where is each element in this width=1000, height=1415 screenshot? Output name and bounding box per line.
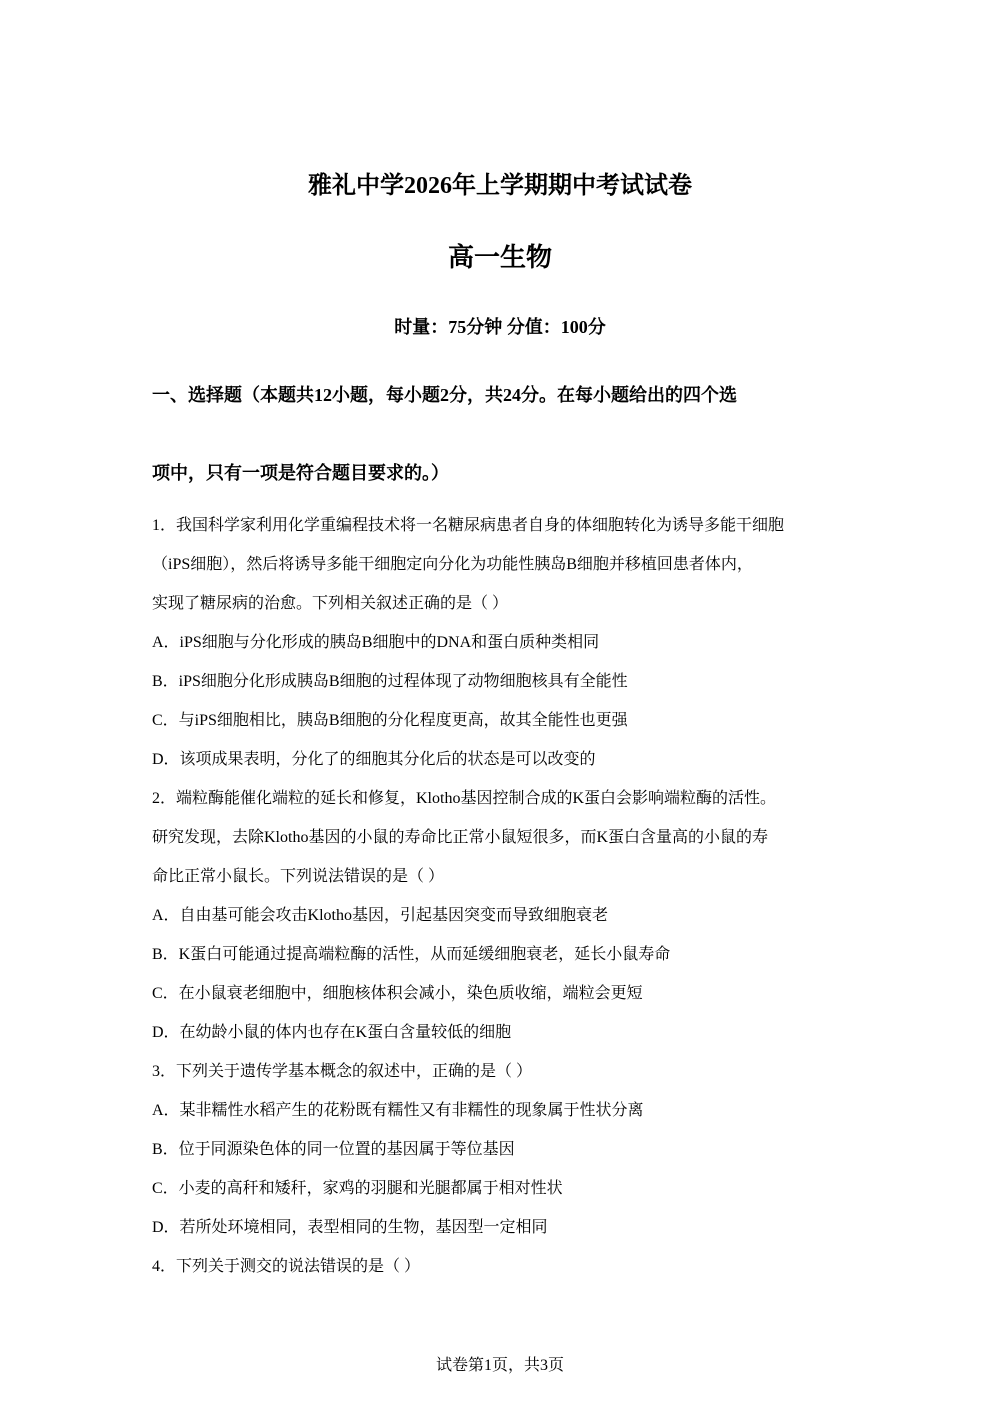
section-heading-line-1: 一、选择题（本题共12小题，每小题2分，共24分。在每小题给出的四个选 [152, 385, 737, 405]
page-footer: 试卷第1页，共3页 [435, 1357, 564, 1374]
question-stem-line: 3．下列关于遗传学基本概念的叙述中，正确的是（ ） [152, 1063, 533, 1080]
question-1 [152, 512, 852, 785]
option-b: B．iPS细胞分化形成胰岛B细胞的过程体现了动物细胞核具有全能性 [152, 673, 628, 690]
option-d: D．若所处环境相同，表型相同的生物，基因型一定相同 [152, 1219, 548, 1236]
option-a: A．某非糯性水稻产生的花粉既有糯性又有非糯性的现象属于性状分离 [152, 1102, 644, 1119]
option-a: A．iPS细胞与分化形成的胰岛B细胞中的DNA和蛋白质种类相同 [152, 634, 600, 651]
question-stem-line: 实现了糖尿病的治愈。下列相关叙述正确的是（ ） [152, 595, 509, 612]
question-stem-line: （iPS细胞），然后将诱导多能干细胞定向分化为功能性胰岛B细胞并移植回患者体内， [152, 556, 753, 573]
option-d: D．在幼龄小鼠的体内也存在K蛋白含量较低的细胞 [152, 1024, 512, 1041]
question-stem-line: 研究发现，去除Klotho基因的小鼠的寿命比正常小鼠短很多，而K蛋白含量高的小鼠的寿 [152, 829, 769, 846]
option-d: D．该项成果表明，分化了的细胞其分化后的状态是可以改变的 [152, 751, 596, 768]
question-list [152, 512, 852, 1292]
question-3 [152, 1058, 852, 1253]
option-c: C．与iPS细胞相比，胰岛B细胞的分化程度更高，故其全能性也更强 [152, 712, 628, 729]
option-a: A．自由基可能会攻击Klotho基因，引起基因突变而导致细胞衰老 [152, 907, 609, 924]
question-stem-line: 2．端粒酶能催化端粒的延长和修复，Klotho基因控制合成的K蛋白会影响端粒酶的活性。 [152, 790, 777, 807]
question-stem-line: 4．下列关于测交的说法错误的是（ ） [152, 1258, 421, 1275]
option-c: C．小麦的高秆和矮秆，家鸡的羽腿和光腿都属于相对性状 [152, 1180, 563, 1197]
question-stem-line: 命比正常小鼠长。下列说法错误的是（ ） [152, 868, 445, 885]
option-c: C．在小鼠衰老细胞中，细胞核体积会减小，染色质收缩，端粒会更短 [152, 985, 643, 1002]
question-stem-line: 1．我国科学家利用化学重编程技术将一名糖尿病患者自身的体细胞转化为诱导多能干细胞 [152, 517, 785, 534]
subject-title: 高一生物 [447, 243, 552, 272]
question-4 [152, 1253, 852, 1292]
question-2 [152, 785, 852, 1058]
exam-title: 雅礼中学2026年上学期期中考试试卷 [308, 173, 692, 199]
section-heading-line-2: 项中，只有一项是符合题目要求的。） [152, 463, 449, 483]
option-b: B．位于同源染色体的同一位置的基因属于等位基因 [152, 1141, 515, 1158]
exam-info: 时量：75分钟 分值：100分 [394, 317, 606, 337]
option-b: B．K蛋白可能通过提高端粒酶的活性，从而延缓细胞衰老，延长小鼠寿命 [152, 946, 671, 963]
